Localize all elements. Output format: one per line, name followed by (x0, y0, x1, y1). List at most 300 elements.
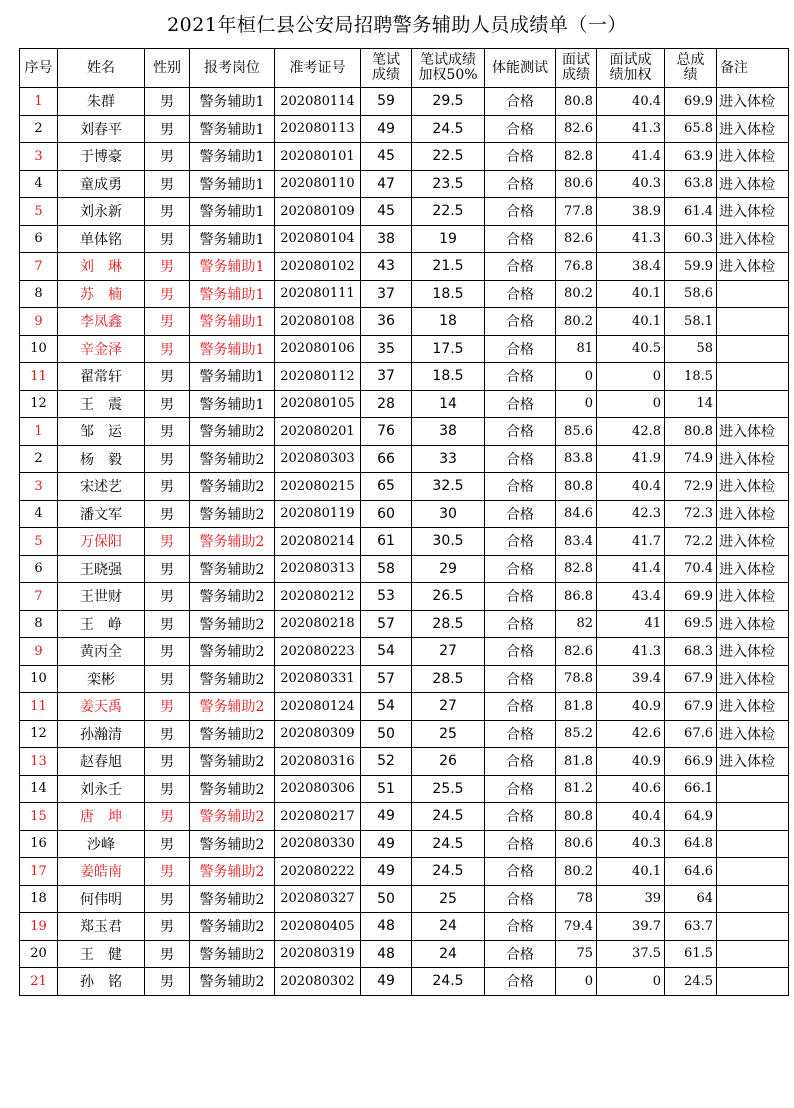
cell-total: 67.6 (665, 720, 717, 748)
cell-position: 警务辅助2 (190, 775, 275, 803)
cell-gender: 男 (145, 968, 190, 996)
cell-ticket: 202080313 (275, 555, 361, 583)
cell-interview: 79.4 (556, 913, 597, 941)
cell-total: 80.8 (665, 418, 717, 446)
cell-total: 74.9 (665, 445, 717, 473)
cell-name: 刘春平 (58, 115, 145, 143)
cell-ticket: 202080223 (275, 638, 361, 666)
cell-gender: 男 (145, 665, 190, 693)
cell-note: 进入体检 (717, 418, 789, 446)
cell-total: 72.2 (665, 528, 717, 556)
cell-total: 67.9 (665, 693, 717, 721)
cell-name: 王 峥 (58, 610, 145, 638)
cell-interview: 80.8 (556, 803, 597, 831)
cell-physical: 合格 (485, 88, 556, 116)
cell-name: 黄丙全 (58, 638, 145, 666)
cell-total: 66.1 (665, 775, 717, 803)
cell-written-weighted: 29 (412, 555, 485, 583)
table-row (20, 803, 789, 831)
cell-total: 64.6 (665, 858, 717, 886)
cell-written-weighted: 17.5 (412, 335, 485, 363)
cell-interview-weighted: 40.1 (597, 308, 665, 336)
cell-written: 49 (361, 830, 412, 858)
cell-interview-weighted: 41.3 (597, 115, 665, 143)
cell-name: 栾彬 (58, 665, 145, 693)
cell-physical: 合格 (485, 170, 556, 198)
cell-ticket: 202080201 (275, 418, 361, 446)
cell-position: 警务辅助2 (190, 940, 275, 968)
cell-interview-weighted: 40.6 (597, 775, 665, 803)
cell-written-weighted: 18.5 (412, 363, 485, 391)
cell-written: 47 (361, 170, 412, 198)
cell-name: 郑玉君 (58, 913, 145, 941)
cell-gender: 男 (145, 473, 190, 501)
cell-interview: 76.8 (556, 253, 597, 281)
cell-note (717, 913, 789, 941)
cell-interview-weighted: 40.1 (597, 280, 665, 308)
cell-name: 于博豪 (58, 143, 145, 171)
cell-written: 35 (361, 335, 412, 363)
cell-seq: 1 (20, 88, 58, 116)
table-row (20, 500, 789, 528)
cell-interview-weighted: 41.4 (597, 143, 665, 171)
cell-written: 45 (361, 143, 412, 171)
table-row (20, 225, 789, 253)
cell-seq: 11 (20, 693, 58, 721)
cell-written-weighted: 25 (412, 885, 485, 913)
cell-position: 警务辅助2 (190, 418, 275, 446)
cell-interview: 80.8 (556, 473, 597, 501)
cell-note: 进入体检 (717, 253, 789, 281)
cell-gender: 男 (145, 528, 190, 556)
cell-position: 警务辅助2 (190, 528, 275, 556)
cell-gender: 男 (145, 115, 190, 143)
cell-written-weighted: 22.5 (412, 198, 485, 226)
cell-ticket: 202080330 (275, 830, 361, 858)
cell-ticket: 202080102 (275, 253, 361, 281)
cell-physical: 合格 (485, 720, 556, 748)
cell-seq: 10 (20, 335, 58, 363)
cell-physical: 合格 (485, 775, 556, 803)
cell-written: 61 (361, 528, 412, 556)
cell-written: 28 (361, 390, 412, 418)
header-physical: 体能测试 (485, 49, 556, 88)
cell-ticket: 202080110 (275, 170, 361, 198)
cell-gender: 男 (145, 748, 190, 776)
cell-gender: 男 (145, 885, 190, 913)
cell-written-weighted: 24.5 (412, 115, 485, 143)
cell-position: 警务辅助1 (190, 308, 275, 336)
cell-name: 姜皓南 (58, 858, 145, 886)
header-total: 总成 绩 (665, 49, 717, 88)
cell-physical: 合格 (485, 528, 556, 556)
cell-interview-weighted: 38.9 (597, 198, 665, 226)
cell-interview: 82 (556, 610, 597, 638)
cell-name: 孙 铭 (58, 968, 145, 996)
cell-note (717, 968, 789, 996)
cell-total: 72.9 (665, 473, 717, 501)
header-written-weighted: 笔试成绩 加权50% (412, 49, 485, 88)
cell-note (717, 940, 789, 968)
cell-physical: 合格 (485, 225, 556, 253)
cell-interview-weighted: 0 (597, 390, 665, 418)
cell-position: 警务辅助2 (190, 610, 275, 638)
cell-gender: 男 (145, 858, 190, 886)
cell-physical: 合格 (485, 583, 556, 611)
cell-name: 辛金泽 (58, 335, 145, 363)
cell-note (717, 390, 789, 418)
cell-written-weighted: 24 (412, 913, 485, 941)
cell-total: 64 (665, 885, 717, 913)
cell-total: 68.3 (665, 638, 717, 666)
cell-written: 50 (361, 720, 412, 748)
cell-physical: 合格 (485, 143, 556, 171)
cell-ticket: 202080217 (275, 803, 361, 831)
cell-position: 警务辅助2 (190, 830, 275, 858)
cell-interview-weighted: 42.3 (597, 500, 665, 528)
header-seq: 序号 (20, 49, 58, 88)
cell-interview: 86.8 (556, 583, 597, 611)
cell-physical: 合格 (485, 115, 556, 143)
cell-total: 59.9 (665, 253, 717, 281)
cell-seq: 4 (20, 500, 58, 528)
cell-note: 进入体检 (717, 473, 789, 501)
page-title: 2021年桓仁县公安局招聘警务辅助人员成绩单（一） (167, 14, 627, 36)
cell-interview: 84.6 (556, 500, 597, 528)
cell-seq: 7 (20, 583, 58, 611)
cell-written: 58 (361, 555, 412, 583)
cell-position: 警务辅助2 (190, 885, 275, 913)
cell-note: 进入体检 (717, 610, 789, 638)
table-row (20, 363, 789, 391)
cell-gender: 男 (145, 390, 190, 418)
cell-name: 李凤鑫 (58, 308, 145, 336)
cell-written: 38 (361, 225, 412, 253)
cell-interview-weighted: 42.6 (597, 720, 665, 748)
cell-interview-weighted: 41.7 (597, 528, 665, 556)
cell-interview: 81.8 (556, 693, 597, 721)
cell-written: 48 (361, 940, 412, 968)
cell-interview: 78.8 (556, 665, 597, 693)
cell-name: 孙瀚清 (58, 720, 145, 748)
cell-ticket: 202080306 (275, 775, 361, 803)
cell-seq: 2 (20, 115, 58, 143)
cell-written-weighted: 14 (412, 390, 485, 418)
cell-note (717, 830, 789, 858)
cell-position: 警务辅助2 (190, 803, 275, 831)
cell-interview: 0 (556, 363, 597, 391)
cell-ticket: 202080215 (275, 473, 361, 501)
cell-gender: 男 (145, 693, 190, 721)
cell-seq: 1 (20, 418, 58, 446)
cell-note (717, 335, 789, 363)
cell-note (717, 280, 789, 308)
cell-seq: 20 (20, 940, 58, 968)
table-row (20, 693, 789, 721)
cell-interview-weighted: 40.9 (597, 693, 665, 721)
cell-ticket: 202080319 (275, 940, 361, 968)
cell-physical: 合格 (485, 335, 556, 363)
cell-note (717, 308, 789, 336)
table-row (20, 390, 789, 418)
cell-written: 51 (361, 775, 412, 803)
cell-interview-weighted: 39.4 (597, 665, 665, 693)
cell-seq: 10 (20, 665, 58, 693)
cell-interview-weighted: 40.9 (597, 748, 665, 776)
cell-written-weighted: 21.5 (412, 253, 485, 281)
table-row (20, 253, 789, 281)
cell-gender: 男 (145, 500, 190, 528)
cell-interview: 80.2 (556, 858, 597, 886)
cell-gender: 男 (145, 418, 190, 446)
cell-interview-weighted: 40.3 (597, 830, 665, 858)
cell-total: 60.3 (665, 225, 717, 253)
cell-gender: 男 (145, 143, 190, 171)
cell-position: 警务辅助2 (190, 638, 275, 666)
cell-interview: 83.8 (556, 445, 597, 473)
table-row (20, 913, 789, 941)
cell-interview: 0 (556, 390, 597, 418)
cell-written-weighted: 23.5 (412, 170, 485, 198)
cell-ticket: 202080109 (275, 198, 361, 226)
cell-interview-weighted: 43.4 (597, 583, 665, 611)
cell-position: 警务辅助2 (190, 913, 275, 941)
cell-written: 37 (361, 280, 412, 308)
cell-written: 36 (361, 308, 412, 336)
table-row (20, 555, 789, 583)
cell-physical: 合格 (485, 445, 556, 473)
cell-total: 64.8 (665, 830, 717, 858)
score-table (19, 48, 789, 996)
cell-physical: 合格 (485, 693, 556, 721)
cell-interview-weighted: 40.4 (597, 803, 665, 831)
cell-name: 刘永壬 (58, 775, 145, 803)
cell-total: 69.9 (665, 583, 717, 611)
cell-interview: 80.2 (556, 308, 597, 336)
cell-position: 警务辅助2 (190, 665, 275, 693)
cell-position: 警务辅助1 (190, 170, 275, 198)
cell-interview-weighted: 41.4 (597, 555, 665, 583)
cell-ticket: 202080222 (275, 858, 361, 886)
cell-seq: 21 (20, 968, 58, 996)
cell-gender: 男 (145, 335, 190, 363)
cell-ticket: 202080105 (275, 390, 361, 418)
cell-total: 61.4 (665, 198, 717, 226)
cell-note: 进入体检 (717, 665, 789, 693)
cell-interview-weighted: 42.8 (597, 418, 665, 446)
cell-written-weighted: 33 (412, 445, 485, 473)
cell-name: 翟常轩 (58, 363, 145, 391)
cell-seq: 19 (20, 913, 58, 941)
table-row (20, 748, 789, 776)
cell-total: 70.4 (665, 555, 717, 583)
cell-written: 49 (361, 803, 412, 831)
cell-name: 杨 毅 (58, 445, 145, 473)
cell-seq: 14 (20, 775, 58, 803)
cell-total: 24.5 (665, 968, 717, 996)
cell-ticket: 202080331 (275, 665, 361, 693)
cell-physical: 合格 (485, 913, 556, 941)
cell-physical: 合格 (485, 858, 556, 886)
table-row (20, 583, 789, 611)
cell-total: 67.9 (665, 665, 717, 693)
cell-total: 63.8 (665, 170, 717, 198)
cell-physical: 合格 (485, 198, 556, 226)
cell-written-weighted: 28.5 (412, 665, 485, 693)
cell-name: 刘 琳 (58, 253, 145, 281)
table-row (20, 528, 789, 556)
cell-position: 警务辅助1 (190, 335, 275, 363)
table-row (20, 418, 789, 446)
header-interview-weighted: 面试成 绩加权 (597, 49, 665, 88)
cell-seq: 11 (20, 363, 58, 391)
cell-written: 50 (361, 885, 412, 913)
cell-position: 警务辅助1 (190, 143, 275, 171)
cell-seq: 3 (20, 143, 58, 171)
cell-gender: 男 (145, 308, 190, 336)
cell-written-weighted: 24.5 (412, 968, 485, 996)
cell-position: 警务辅助1 (190, 363, 275, 391)
cell-physical: 合格 (485, 555, 556, 583)
cell-total: 66.9 (665, 748, 717, 776)
table-row (20, 940, 789, 968)
cell-physical: 合格 (485, 610, 556, 638)
cell-note (717, 775, 789, 803)
cell-gender: 男 (145, 803, 190, 831)
cell-written: 54 (361, 638, 412, 666)
cell-note: 进入体检 (717, 583, 789, 611)
cell-seq: 12 (20, 390, 58, 418)
cell-written: 48 (361, 913, 412, 941)
cell-physical: 合格 (485, 308, 556, 336)
cell-name: 苏 楠 (58, 280, 145, 308)
cell-gender: 男 (145, 720, 190, 748)
cell-note: 进入体检 (717, 88, 789, 116)
cell-total: 65.8 (665, 115, 717, 143)
cell-note: 进入体检 (717, 445, 789, 473)
cell-written: 60 (361, 500, 412, 528)
cell-written-weighted: 24 (412, 940, 485, 968)
cell-interview: 80.2 (556, 280, 597, 308)
cell-written-weighted: 24.5 (412, 803, 485, 831)
cell-note: 进入体检 (717, 693, 789, 721)
cell-ticket: 202080309 (275, 720, 361, 748)
cell-gender: 男 (145, 445, 190, 473)
cell-position: 警务辅助2 (190, 500, 275, 528)
cell-ticket: 202080302 (275, 968, 361, 996)
cell-interview: 78 (556, 885, 597, 913)
cell-total: 69.9 (665, 88, 717, 116)
cell-written: 65 (361, 473, 412, 501)
cell-note: 进入体检 (717, 555, 789, 583)
cell-position: 警务辅助2 (190, 720, 275, 748)
cell-interview-weighted: 39.7 (597, 913, 665, 941)
table-row (20, 610, 789, 638)
cell-seq: 7 (20, 253, 58, 281)
cell-ticket: 202080218 (275, 610, 361, 638)
cell-written: 57 (361, 665, 412, 693)
cell-name: 邹 运 (58, 418, 145, 446)
cell-interview: 82.8 (556, 143, 597, 171)
cell-physical: 合格 (485, 253, 556, 281)
cell-interview: 82.6 (556, 225, 597, 253)
cell-position: 警务辅助1 (190, 280, 275, 308)
cell-written-weighted: 25 (412, 720, 485, 748)
cell-note: 进入体检 (717, 143, 789, 171)
cell-total: 58.1 (665, 308, 717, 336)
header-position: 报考岗位 (190, 49, 275, 88)
cell-name: 王世财 (58, 583, 145, 611)
cell-physical: 合格 (485, 500, 556, 528)
cell-name: 童成勇 (58, 170, 145, 198)
cell-written: 49 (361, 858, 412, 886)
table-row (20, 830, 789, 858)
cell-ticket: 202080111 (275, 280, 361, 308)
table-row (20, 638, 789, 666)
cell-gender: 男 (145, 940, 190, 968)
cell-ticket: 202080112 (275, 363, 361, 391)
cell-interview: 81.8 (556, 748, 597, 776)
cell-physical: 合格 (485, 473, 556, 501)
cell-interview-weighted: 41 (597, 610, 665, 638)
cell-seq: 15 (20, 803, 58, 831)
cell-name: 姜天禹 (58, 693, 145, 721)
cell-interview-weighted: 40.1 (597, 858, 665, 886)
cell-note: 进入体检 (717, 170, 789, 198)
cell-note (717, 858, 789, 886)
header-note: 备注 (717, 49, 789, 88)
cell-note: 进入体检 (717, 720, 789, 748)
cell-physical: 合格 (485, 638, 556, 666)
table-row (20, 170, 789, 198)
cell-note: 进入体检 (717, 638, 789, 666)
cell-written: 43 (361, 253, 412, 281)
cell-note (717, 363, 789, 391)
cell-gender: 男 (145, 88, 190, 116)
cell-ticket: 202080108 (275, 308, 361, 336)
cell-position: 警务辅助2 (190, 858, 275, 886)
cell-written-weighted: 18 (412, 308, 485, 336)
table-row (20, 445, 789, 473)
cell-seq: 2 (20, 445, 58, 473)
cell-interview: 82.6 (556, 638, 597, 666)
cell-name: 王晓强 (58, 555, 145, 583)
table-row (20, 720, 789, 748)
cell-seq: 13 (20, 748, 58, 776)
cell-ticket: 202080316 (275, 748, 361, 776)
cell-interview: 81.2 (556, 775, 597, 803)
cell-interview-weighted: 38.4 (597, 253, 665, 281)
cell-name: 刘永新 (58, 198, 145, 226)
cell-position: 警务辅助1 (190, 115, 275, 143)
cell-written-weighted: 29.5 (412, 88, 485, 116)
cell-gender: 男 (145, 775, 190, 803)
header-gender: 性别 (145, 49, 190, 88)
cell-ticket: 202080124 (275, 693, 361, 721)
cell-interview-weighted: 41.3 (597, 638, 665, 666)
cell-interview: 82.6 (556, 115, 597, 143)
cell-interview-weighted: 40.4 (597, 473, 665, 501)
cell-written-weighted: 28.5 (412, 610, 485, 638)
cell-interview: 77.8 (556, 198, 597, 226)
cell-position: 警务辅助2 (190, 445, 275, 473)
cell-name: 何伟明 (58, 885, 145, 913)
table-row (20, 885, 789, 913)
cell-seq: 3 (20, 473, 58, 501)
cell-ticket: 202080214 (275, 528, 361, 556)
cell-seq: 6 (20, 555, 58, 583)
cell-interview: 80.8 (556, 88, 597, 116)
